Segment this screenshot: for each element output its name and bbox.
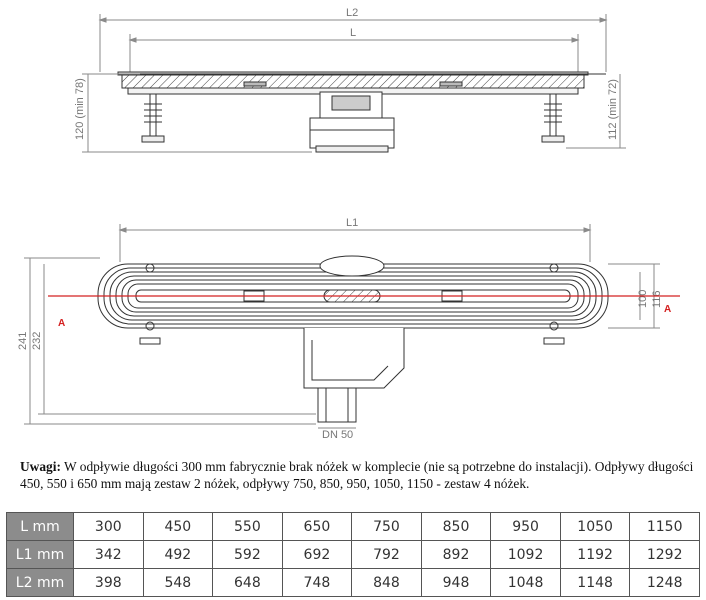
label-width-outer: 241 bbox=[17, 331, 29, 350]
table-cell: 1248 bbox=[630, 569, 700, 597]
table-cell: 548 bbox=[143, 569, 213, 597]
label-l2: L2 bbox=[346, 7, 359, 19]
table-row bbox=[7, 513, 700, 541]
label-l: L bbox=[350, 27, 357, 39]
table-cell: 1292 bbox=[630, 541, 700, 569]
table-cell: 948 bbox=[421, 569, 491, 597]
notes bbox=[20, 458, 696, 492]
row-header: L mm bbox=[7, 513, 74, 541]
side-view bbox=[74, 7, 626, 152]
table-cell: 492 bbox=[143, 541, 213, 569]
label-depth-b: 116 bbox=[651, 290, 663, 308]
section-label-left: A bbox=[58, 318, 66, 329]
dim-l2 bbox=[100, 14, 606, 72]
table-cell: 592 bbox=[213, 541, 283, 569]
table-cell: 1048 bbox=[491, 569, 561, 597]
table-cell: 550 bbox=[213, 513, 283, 541]
table-cell: 1192 bbox=[560, 541, 630, 569]
table-cell: 648 bbox=[213, 569, 283, 597]
notes-label: Uwagi: bbox=[20, 459, 61, 474]
mount-hole-br bbox=[550, 322, 558, 330]
dimensions-table bbox=[6, 512, 700, 597]
table-cell: 300 bbox=[74, 513, 144, 541]
siphon-outlet bbox=[310, 92, 394, 152]
table-row bbox=[7, 541, 700, 569]
mount-hole-bl bbox=[146, 322, 154, 330]
row-header: L1 mm bbox=[7, 541, 74, 569]
outlet-pipe bbox=[318, 388, 356, 422]
label-width-inner: 232 bbox=[31, 331, 43, 350]
outlet-housing bbox=[304, 328, 404, 388]
leveling-foot-left bbox=[142, 94, 164, 142]
section-label-right: A bbox=[664, 304, 672, 315]
table-cell: 892 bbox=[421, 541, 491, 569]
table-cell: 850 bbox=[421, 513, 491, 541]
label-depth-a: 100 bbox=[637, 289, 649, 308]
table-cell: 1092 bbox=[491, 541, 561, 569]
table-cell: 1050 bbox=[560, 513, 630, 541]
label-l1: L1 bbox=[346, 217, 359, 229]
table-cell: 450 bbox=[143, 513, 213, 541]
table-cell: 1150 bbox=[630, 513, 700, 541]
table-cell: 792 bbox=[352, 541, 422, 569]
table-cell: 692 bbox=[282, 541, 352, 569]
label-outlet: DN 50 bbox=[322, 429, 354, 441]
notes-text: W odpływie długości 300 mm fabrycznie brak nóżek w komplecie (nie są potrzebne do instalacji). Odpływy długości 450, 550 i 650 mm mają zestaw 2 nóżek, odpływy 750, 850, 950, 1050, 1150 - zestaw 4 nóżek. bbox=[20, 459, 694, 491]
dim-l bbox=[130, 34, 578, 72]
top-view bbox=[17, 217, 680, 441]
table-cell: 1148 bbox=[560, 569, 630, 597]
table-row bbox=[7, 569, 700, 597]
drain-channel-body bbox=[122, 74, 584, 88]
label-height-left: 120 (min 78) bbox=[74, 78, 86, 140]
leveling-foot-right bbox=[542, 94, 564, 142]
table-cell: 750 bbox=[352, 513, 422, 541]
table-cell: 398 bbox=[74, 569, 144, 597]
table-cell: 950 bbox=[491, 513, 561, 541]
label-height-right: 112 (min 72) bbox=[607, 79, 619, 140]
table-cell: 342 bbox=[74, 541, 144, 569]
table-cell: 650 bbox=[282, 513, 352, 541]
table-cell: 848 bbox=[352, 569, 422, 597]
row-header: L2 mm bbox=[7, 569, 74, 597]
table-cell: 748 bbox=[282, 569, 352, 597]
